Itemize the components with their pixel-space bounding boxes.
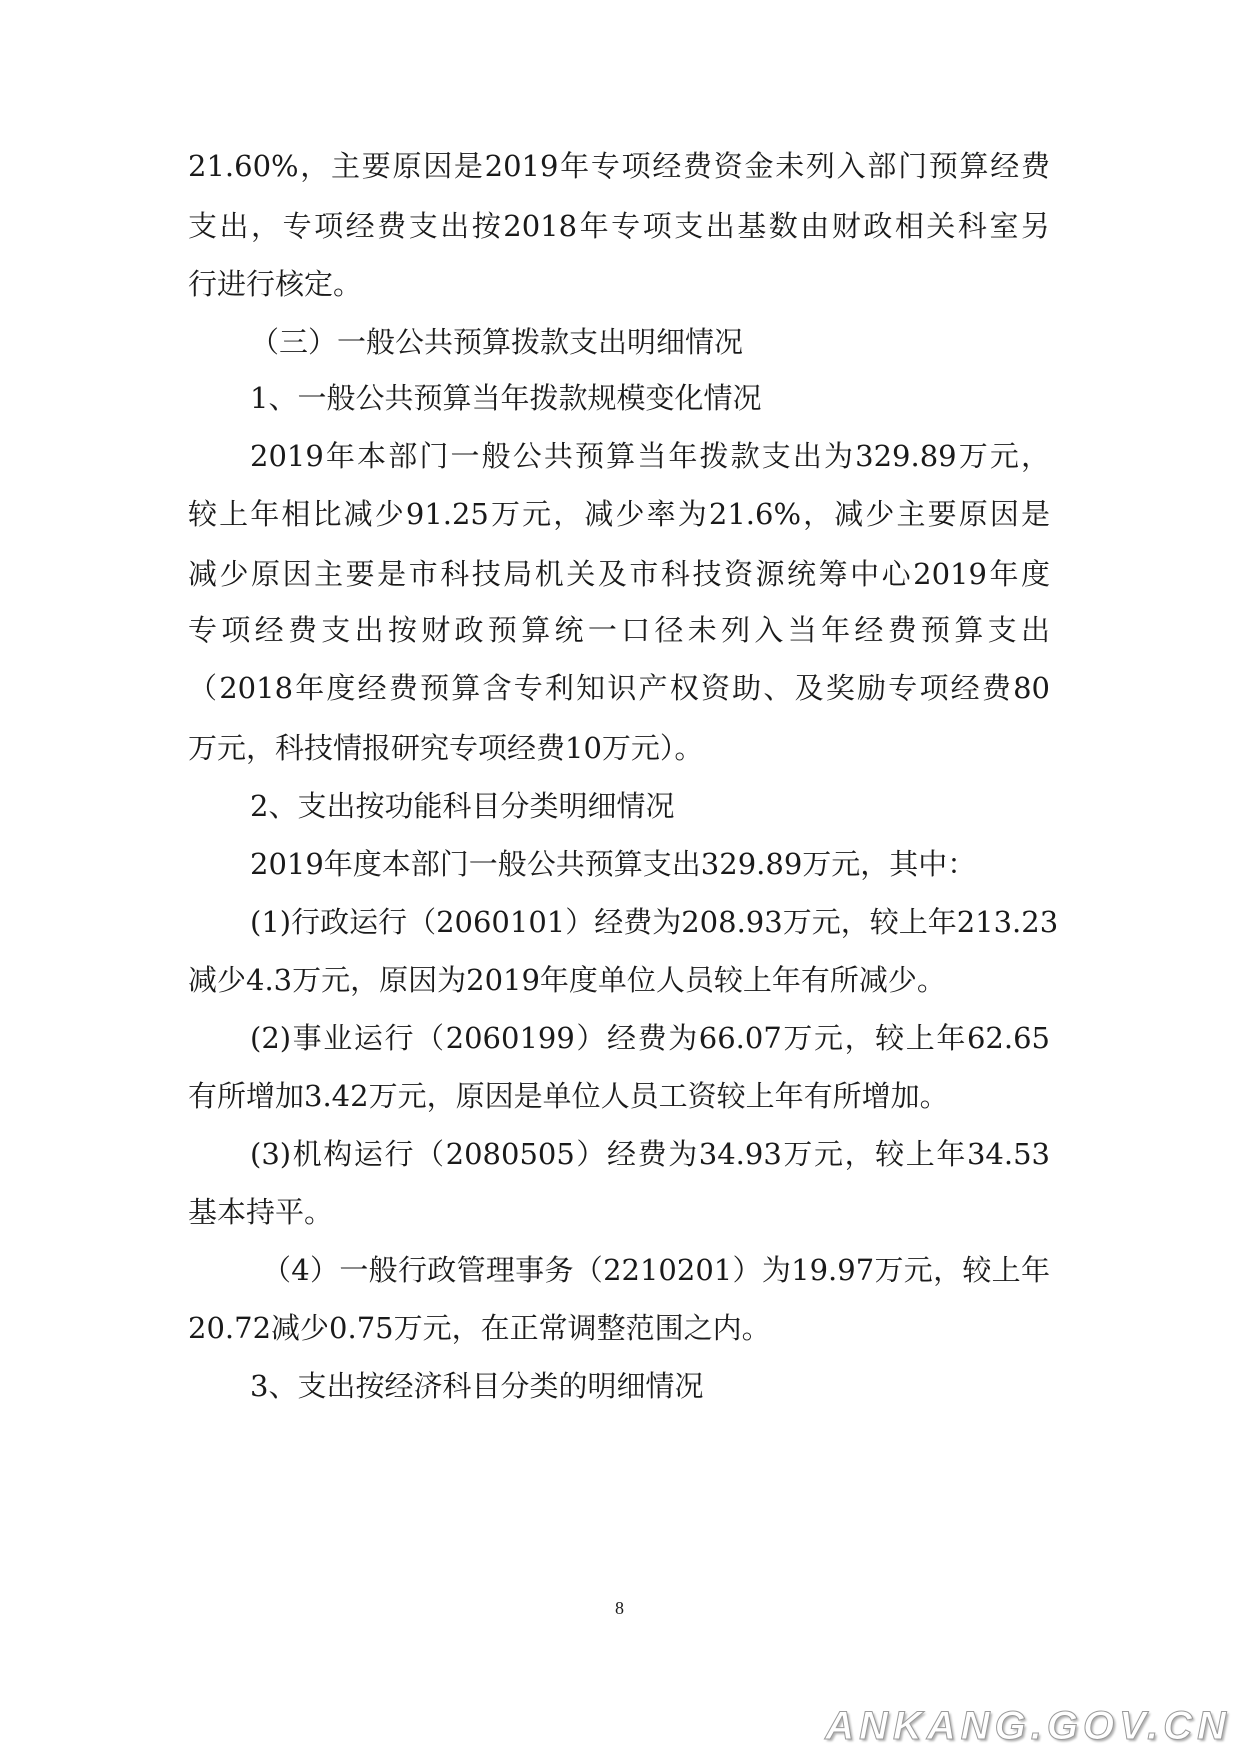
text-line: (2)事业运行（2060199）经费为66.07万元，较上年62.65 <box>250 1021 1050 1055</box>
subsection-heading: 1、一般公共预算当年拨款规模变化情况 <box>250 381 762 415</box>
text-line: 基本持平。 <box>188 1195 334 1229</box>
text-line: 万元，科技情报研究专项经费10万元）。 <box>188 731 704 765</box>
text-line: 2019年本部门一般公共预算当年拨款支出为329.89万元， <box>250 439 1050 473</box>
text-line: 有所增加3.42万元，原因是单位人员工资较上年有所增加。 <box>188 1079 949 1113</box>
text-line: 2019年度本部门一般公共预算支出329.89万元，其中： <box>250 847 977 881</box>
subsection-heading: 2、支出按功能科目分类明细情况 <box>250 789 675 823</box>
text-line: 减少4.3万元，原因为2019年度单位人员较上年有所减少。 <box>188 963 946 997</box>
subsection-heading: 3、支出按经济科目分类的明细情况 <box>250 1369 704 1403</box>
text-line: 21.60%，主要原因是2019年专项经费资金未列入部门预算经费 <box>188 149 1050 183</box>
text-line: 减少原因主要是市科技局机关及市科技资源统筹中心2019年度 <box>188 557 1050 591</box>
text-line: （4）一般行政管理事务（2210201）为19.97万元，较上年 <box>262 1253 1050 1287</box>
page-number: 8 <box>615 1598 624 1618</box>
section-heading: （三）一般公共预算拨款支出明细情况 <box>250 325 744 359</box>
text-line: （2018年度经费预算含专利知识产权资助、及奖励专项经费80 <box>188 671 1050 705</box>
text-line: 较上年相比减少91.25万元，减少率为21.6%，减少主要原因是 <box>188 497 1050 531</box>
text-line: 专项经费支出按财政预算统一口径未列入当年经费预算支出 <box>188 613 1050 647</box>
text-line: 支出，专项经费支出按2018年专项支出基数由财政相关科室另 <box>188 209 1050 243</box>
text-line: 20.72减少0.75万元，在正常调整范围之内。 <box>188 1311 771 1345</box>
site-watermark: ANKANG.GOV.CN <box>825 1704 1231 1748</box>
text-line: (3)机构运行（2080505）经费为34.93万元，较上年34.53 <box>250 1137 1050 1171</box>
text-line: (1)行政运行（2060101）经费为208.93万元，较上年213.23 <box>250 905 1059 939</box>
text-line: 行进行核定。 <box>188 267 363 301</box>
